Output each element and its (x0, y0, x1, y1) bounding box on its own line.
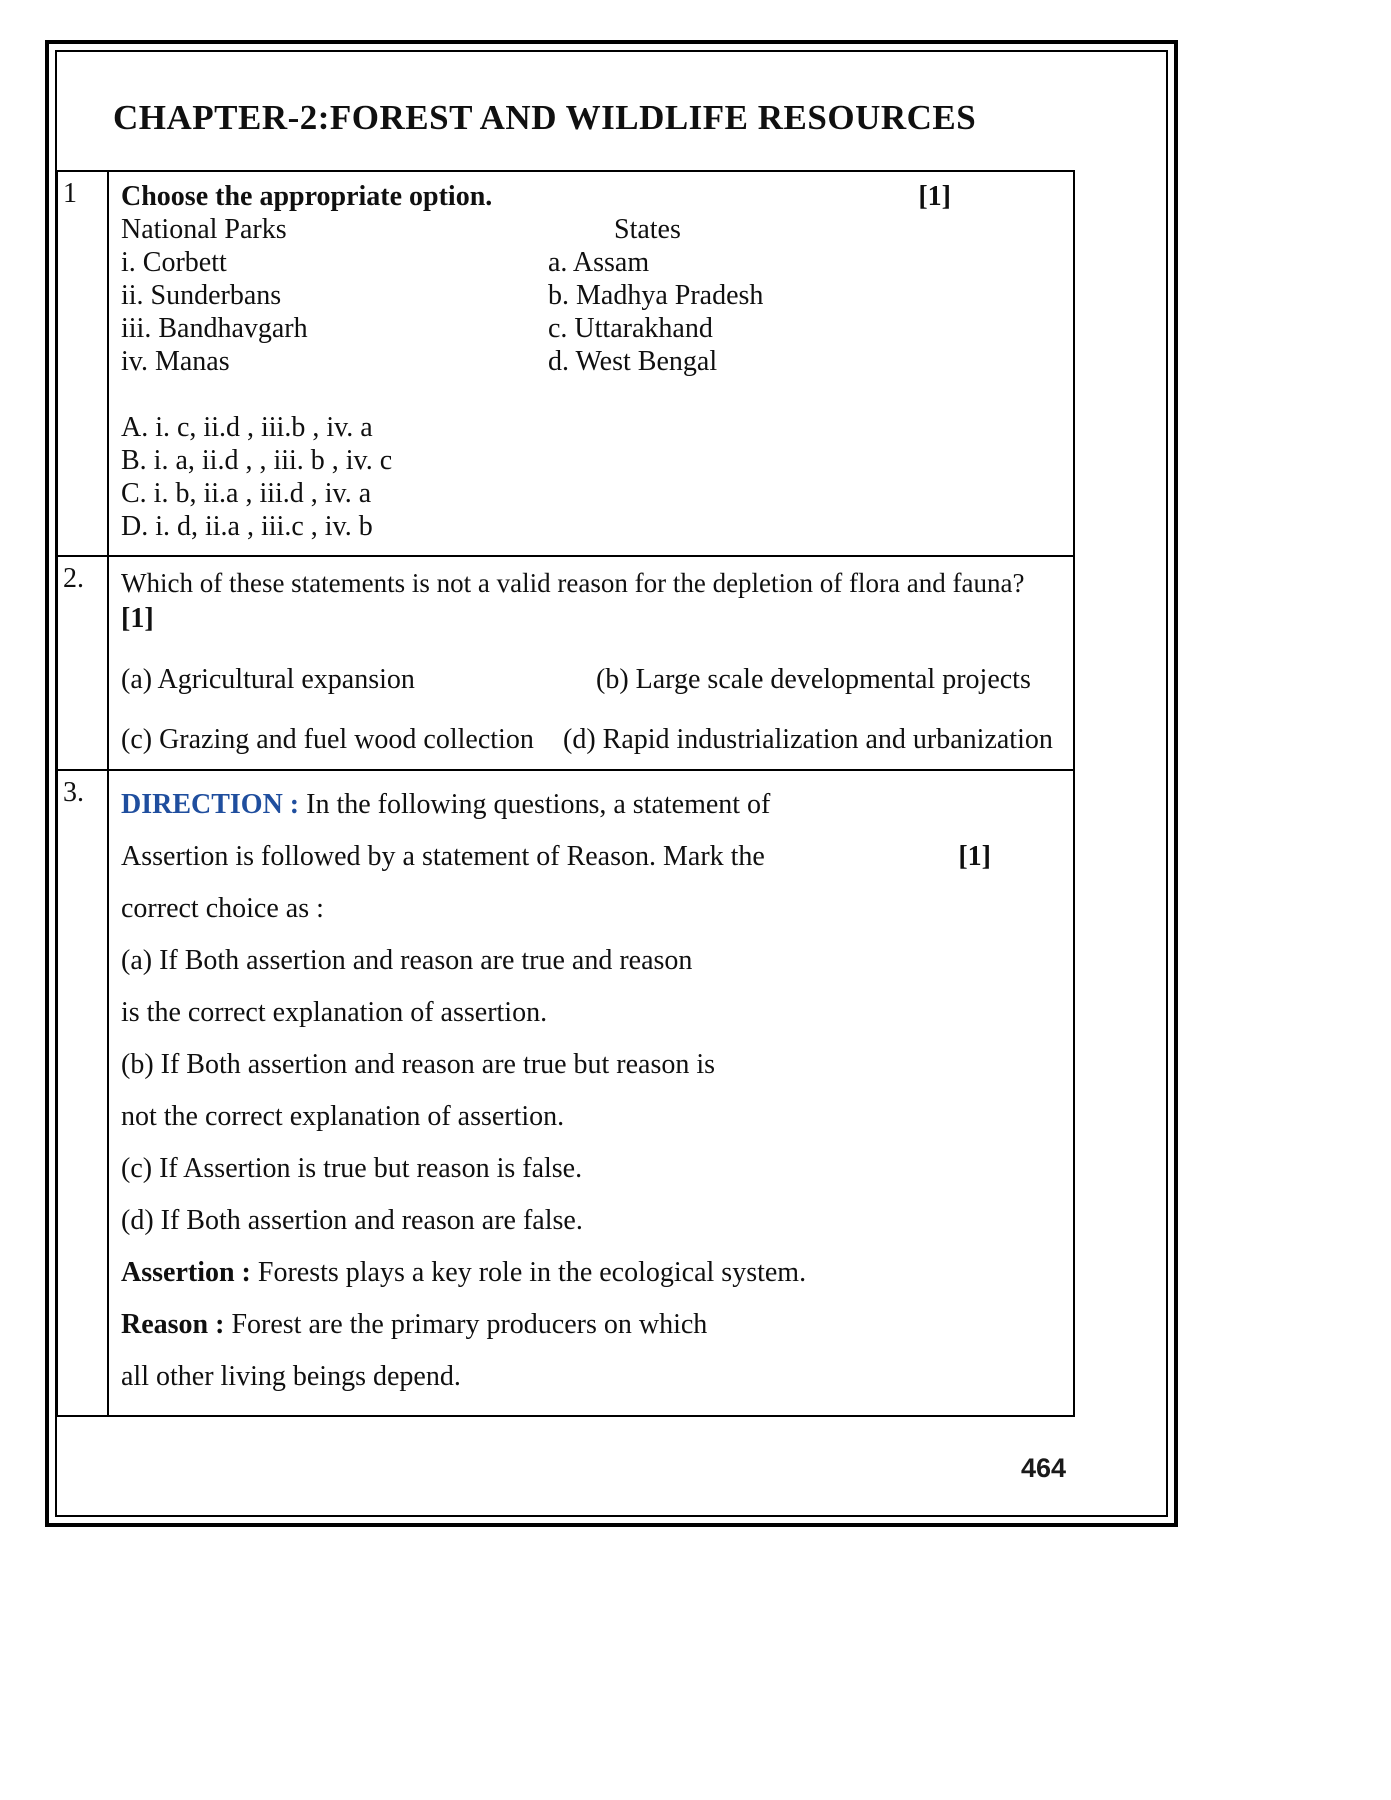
answer-option-a: A. i. c, ii.d , iii.b , iv. a (121, 412, 373, 443)
answer-option-a: (a) Agricultural expansion (121, 664, 415, 695)
match-pair-row (121, 345, 1069, 378)
match-pair-row (121, 246, 1069, 279)
assertion-line (121, 1247, 1069, 1299)
question-2-prompt: Which of these statements is not a valid reason for the depletion of flora and fauna? (121, 568, 1025, 598)
match-pair-right: d. West Bengal (548, 346, 718, 377)
choice-line-b: (b) If Both assertion and reason are true but reason is (121, 1049, 716, 1080)
answer-option-b: (b) Large scale developmental projects (596, 664, 1031, 695)
match-pair-left: i. Corbett (121, 247, 227, 278)
assertion-text: Forests plays a key role in the ecological system. (257, 1257, 807, 1288)
question-1-marks: [1] (918, 181, 951, 212)
question-row-2 (57, 556, 1074, 770)
page-inner-border (55, 50, 1168, 1517)
choice-line-b-cont: not the correct explanation of assertion. (121, 1101, 565, 1132)
answer-option-d: D. i. d, ii.a , iii.c , iv. b (121, 511, 373, 542)
direction-text: In the following questions, a statement of (306, 789, 771, 820)
answer-option-c: (c) Grazing and fuel wood collection (121, 724, 534, 755)
match-pair-left: ii. Sunderbans (121, 280, 282, 311)
reason-label: Reason : (121, 1309, 225, 1340)
page-outer-border (45, 40, 1178, 1527)
choice-line-a: (a) If Both assertion and reason are true and reason (121, 945, 693, 976)
answer-option-d: (d) Rapid industrialization and urbanization (563, 724, 1053, 755)
question-3-line: correct choice as : (121, 893, 324, 924)
choice-line-a-cont: is the correct explanation of assertion. (121, 997, 548, 1028)
reason-text: Forest are the primary producers on which (231, 1309, 708, 1340)
question-3-marks: [1] (958, 841, 991, 872)
page-number: 464 (1020, 1453, 1066, 1483)
question-row-3 (57, 770, 1074, 1416)
answer-option-c: C. i. b, ii.a , iii.d , iv. a (121, 478, 372, 509)
choice-line-d: (d) If Both assertion and reason are false. (121, 1205, 583, 1236)
question-row-1 (57, 171, 1074, 556)
question-2-number: 2. (57, 556, 108, 770)
question-2-body (108, 556, 1074, 770)
question-2-marks: [1] (121, 603, 154, 634)
match-pair-right: a. Assam (548, 247, 650, 278)
match-pair-row (121, 312, 1069, 345)
question-3-text: Assertion is followed by a statement of Reason. Mark the (121, 841, 765, 872)
question-3-number: 3. (57, 770, 108, 1416)
direction-label: DIRECTION : (121, 789, 300, 820)
assertion-label: Assertion : (121, 1257, 251, 1288)
question-2-option-row (121, 723, 1069, 757)
choice-line-c: (c) If Assertion is true but reason is false. (121, 1153, 583, 1184)
questions-table (56, 170, 1075, 1417)
reason-line-cont: all other living beings depend. (121, 1361, 461, 1392)
question-1-body (108, 171, 1074, 556)
answer-option-b: B. i. a, ii.d , , iii. b , iv. c (121, 445, 393, 476)
match-pair-left: iii. Bandhavgarh (121, 313, 308, 344)
matching-right-header: States (614, 214, 681, 245)
match-pair-right: c. Uttarakhand (548, 313, 713, 344)
matching-header-row (121, 213, 1069, 246)
matching-left-header: National Parks (121, 214, 287, 245)
question-3-body (108, 770, 1074, 1416)
page-title: CHAPTER-2:FOREST AND WILDLIFE RESOURCES (113, 98, 977, 137)
question-1-number: 1 (57, 171, 108, 556)
question-1-options (121, 411, 1069, 543)
reason-line (121, 1299, 1069, 1351)
question-1-prompt: Choose the appropriate option. (121, 181, 493, 212)
question-3-line (121, 831, 1069, 883)
match-pair-row (121, 279, 1069, 312)
question-2-option-row (121, 663, 1069, 697)
match-pair-left: iv. Manas (121, 346, 230, 377)
match-pair-right: b. Madhya Pradesh (548, 280, 764, 311)
question-1-header (121, 180, 1069, 213)
direction-line (121, 779, 1069, 831)
